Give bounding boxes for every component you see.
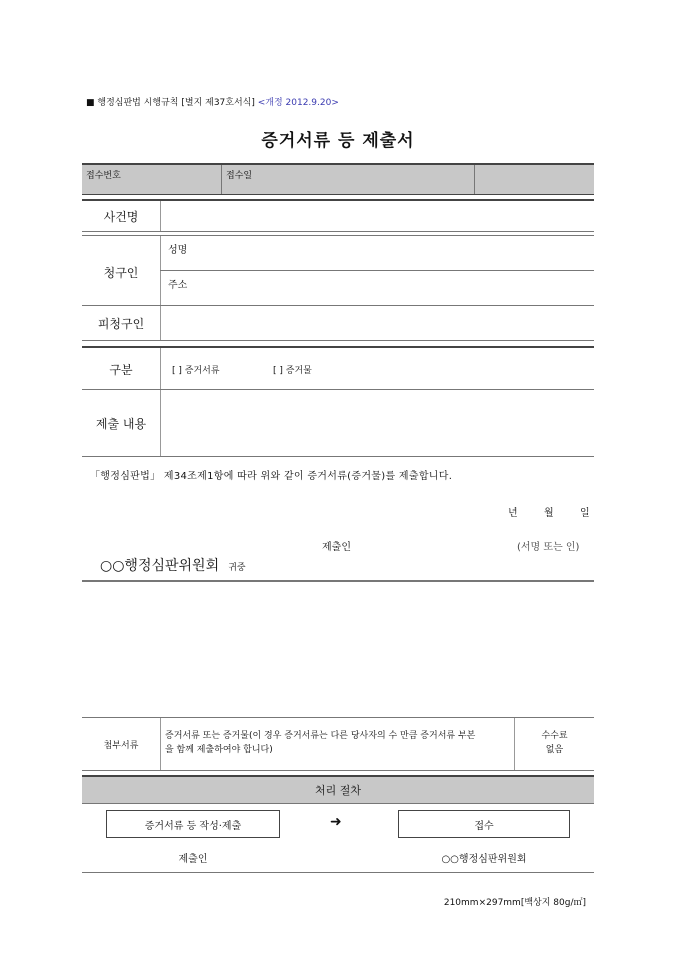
divider [82, 456, 594, 457]
divider [160, 236, 161, 306]
statement-text: 「행정심판법」 제34조제1항에 따라 위와 같이 증거서류(증거물)를 제출합니다. [90, 471, 453, 482]
divider [221, 165, 222, 194]
claimant-address-label: 주소 [168, 280, 188, 291]
signature-hint: (서명 또는 인) [517, 542, 580, 553]
page-title: 증거서류 등 제출서 [261, 131, 415, 151]
receipt-date-label: 접수일 [226, 171, 253, 181]
date-day-label: 일 [580, 508, 590, 519]
process-title: 처리 절차 [82, 775, 594, 803]
fee-label: 수수료 [541, 731, 568, 741]
case-name-field[interactable] [161, 201, 594, 231]
paper-spec: 210mm×297mm[백상지 80g/㎡] [443, 898, 586, 908]
receipt-row [82, 163, 594, 195]
form-reference [86, 95, 339, 108]
divider [82, 389, 594, 390]
divider [160, 718, 161, 770]
claimant-name-label: 성명 [168, 245, 188, 256]
claimant-label: 청구인 [103, 266, 139, 280]
addressee [100, 555, 246, 575]
divider [82, 803, 594, 804]
step2-actor: ○○행정심판위원회 [441, 854, 527, 865]
divider [82, 235, 594, 236]
submitter-label: 제출인 [322, 542, 351, 553]
bullet-icon: ■ [86, 98, 95, 108]
divider [82, 872, 594, 873]
divider [82, 717, 594, 718]
category-label: 구분 [109, 363, 133, 377]
case-name-label: 사건명 [103, 210, 139, 224]
divider [82, 346, 594, 348]
divider [82, 231, 594, 232]
divider [160, 348, 161, 390]
divider [474, 165, 475, 194]
revision-note: <개정 2012.9.20> [257, 98, 339, 108]
claimant-name-field[interactable] [200, 238, 590, 268]
process-step-receipt: 접수 [398, 810, 570, 838]
attachment-label: 첨부서류 [103, 741, 139, 751]
fee-value: 없음 [545, 745, 564, 755]
divider [82, 770, 594, 771]
form-reference-text: 행정심판법 시행규칙 [별지 제37호서식] [97, 98, 255, 108]
attachment-text-line2: 을 함께 제출하여야 합니다) [165, 745, 273, 755]
claimant-address-field[interactable] [200, 272, 590, 304]
process-step-submit: 증거서류 등 작성·제출 [106, 810, 280, 838]
divider [82, 340, 594, 341]
attachment-text-line1: 증거서류 또는 증거물(이 경우 증거서류는 다른 당사자의 수 만큼 증거서류 부본 [165, 731, 476, 741]
respondent-label: 피청구인 [97, 317, 145, 331]
content-label: 제출 내용 [95, 417, 147, 431]
date-month-label: 월 [544, 508, 554, 519]
fee-cell [515, 729, 594, 757]
arrow-right-icon: ➜ [330, 814, 342, 830]
receipt-number-label: 접수번호 [86, 171, 121, 181]
respondent-field[interactable] [161, 306, 594, 340]
addressee-suffix: 귀중 [228, 563, 246, 573]
attachment-text [165, 729, 475, 757]
divider [82, 580, 594, 582]
category-option-evidence[interactable]: [ ] 증거물 [273, 366, 312, 376]
date-year-label: 년 [508, 508, 518, 519]
content-field[interactable] [161, 391, 594, 456]
category-option-documents[interactable]: [ ] 증거서류 [172, 366, 220, 376]
divider [160, 270, 594, 271]
step1-actor: 제출인 [178, 854, 208, 865]
addressee-name: ○○행정심판위원회 [100, 558, 220, 574]
